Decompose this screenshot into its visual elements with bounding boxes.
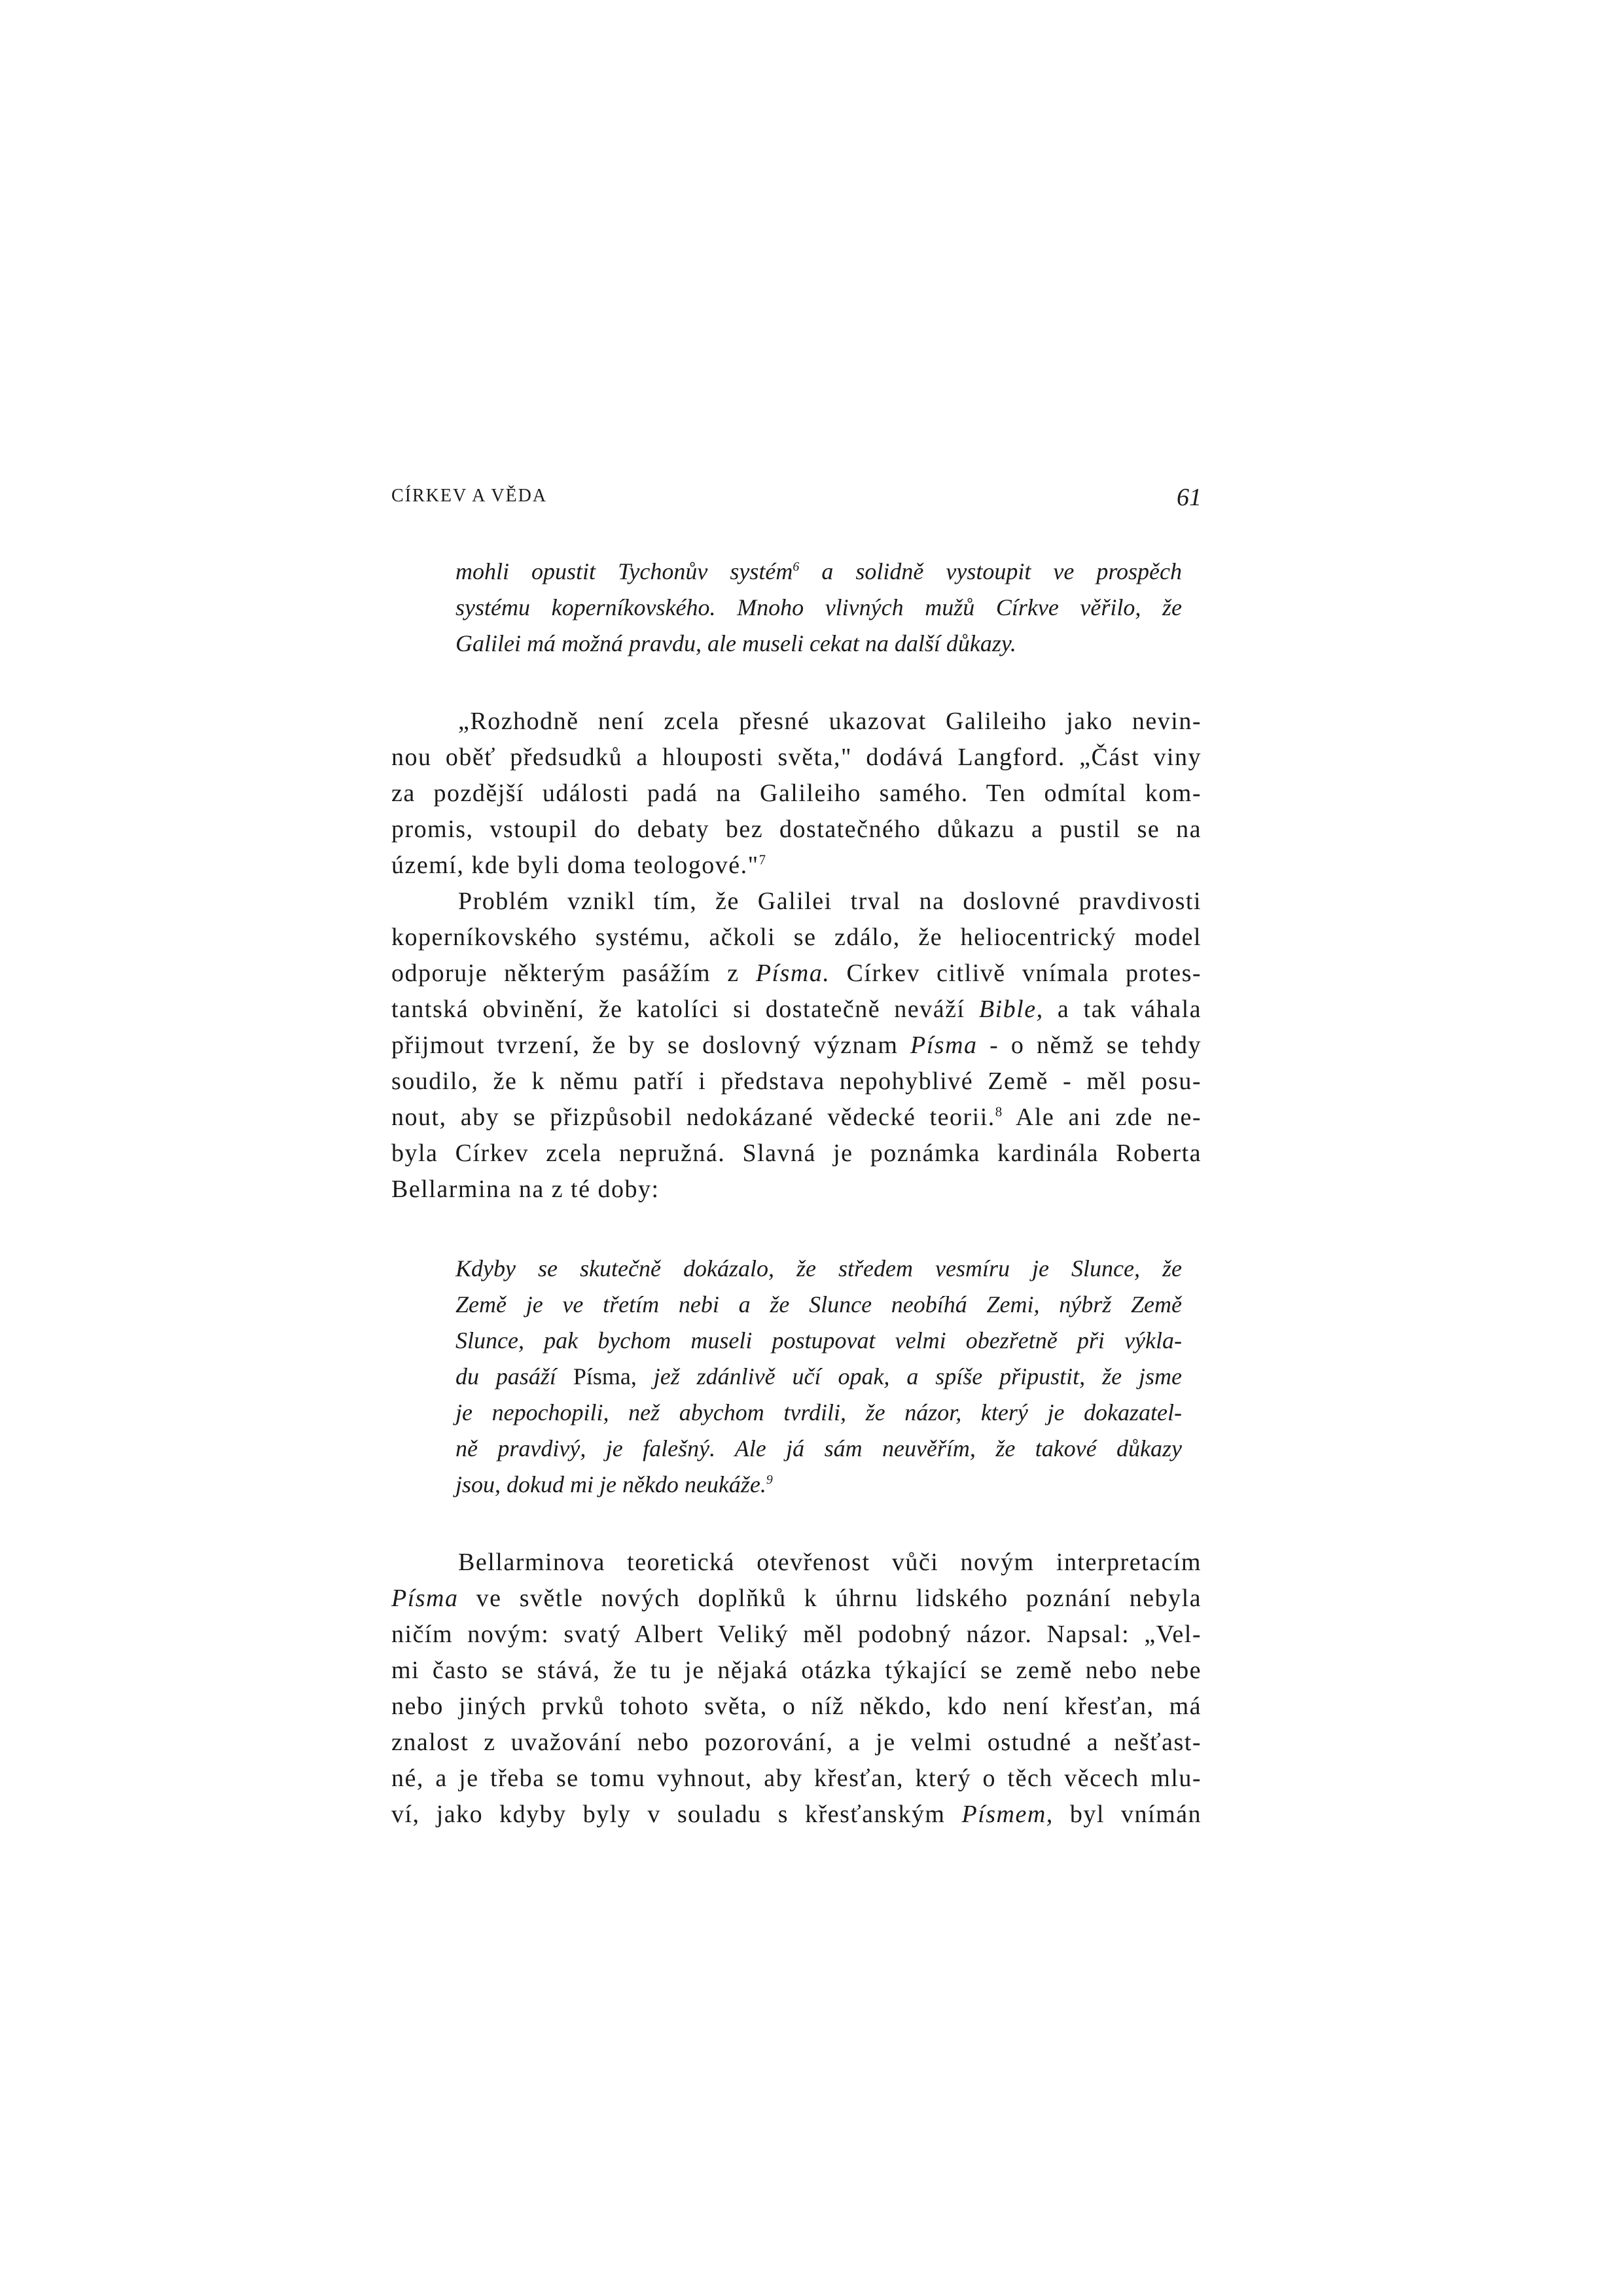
paragraph-line: znalost z uvažování nebo pozorování, a je velmi ostudné a nešťast- — [391, 1729, 1202, 1756]
page-number: 61 — [1177, 484, 1202, 511]
quote-2-line: ně pravdivý, je falešný. Ale já sám neuvěřím, že takové důkazy — [455, 1435, 1182, 1462]
quote-2-line: Kdyby se skutečně dokázalo, že středem vesmíru je Slunce, že — [455, 1255, 1182, 1282]
quote-2-line: Slunce, pak bychom museli postupovat velmi obezřetně při výkla- — [455, 1327, 1182, 1354]
footnote-ref: 7 — [758, 852, 767, 868]
paragraph-line: Bellarmina na z té doby: — [391, 1175, 660, 1203]
quote-2-line: Země je ve třetím nebi a že Slunce neobíhá Zemi, nýbrž Země — [455, 1291, 1182, 1318]
paragraph-line: přijmout tvrzení, že by se doslovný význam Písma - o němž se tehdy — [391, 1031, 1202, 1059]
quote-2-line: jsou, dokud mi je někdo neukáže.$^9$ — [455, 1471, 773, 1498]
paragraph-line: za pozdější události padá na Galileiho samého. Ten odmítal kom- — [391, 780, 1202, 807]
paragraph-line: ví, jako kdyby byly v souladu s křesťanským Písmem, byl vnímán — [391, 1801, 1202, 1828]
running-head: CÍRKEV A VĚDA — [391, 486, 548, 506]
paragraph-line: tantská obvinění, že katolíci si dostatečně neváží Bible, a tak váhala — [391, 996, 1202, 1023]
paragraph-line: odporuje některým pasážím z Písma. Církev citlivě vnímala protes- — [391, 960, 1202, 987]
paragraph-line: „Rozhodně není zcela přesné ukazovat Galileiho jako nevin- — [458, 708, 1202, 735]
paragraph-line: Bellarminova teoretická otevřenost vůči novým interpretacím — [458, 1549, 1202, 1576]
paragraph-line: Problém vznikl tím, že Galilei trval na doslovné pravdivosti — [458, 888, 1202, 915]
paragraph-line: né, a je třeba se tomu vyhnout, aby křesťan, který o těch věcech mlu- — [391, 1765, 1202, 1792]
footnote-ref: 8 — [995, 1103, 1003, 1120]
paragraph-line: Písma ve světle nových doplňků k úhrnu lidského poznání nebyla — [391, 1585, 1202, 1612]
paragraph-line: území, kde byli doma teologové."$^7$ — [391, 852, 767, 879]
page-header — [391, 483, 1202, 522]
quote-2-line: je nepochopili, než abychom tvrdili, že názor, který je dokazatel- — [455, 1399, 1182, 1426]
paragraph-line: mi často se stává, že tu je nějaká otázka týkající se země nebo nebe — [391, 1657, 1202, 1684]
quote-1-line: mohli opustit Tychonův systém$^6$ a solidně vystoupit ve prospěch — [455, 558, 1183, 584]
paragraph-line: koperníkovského systému, ačkoli se zdálo, že heliocentrický model — [391, 924, 1202, 951]
quote-1-line: Galilei má možná pravdu, ale museli cekat na další důkazy. — [455, 630, 1016, 656]
footnote-ref: 6 — [793, 560, 800, 574]
quote-1-line: systému koperníkovského. Mnoho vlivných mužů Církve věřilo, že — [455, 594, 1182, 620]
paragraph-line: byla Církev zcela nepružná. Slavná je poznámka kardinála Roberta — [391, 1139, 1202, 1167]
footnote-ref: 9 — [766, 1473, 773, 1487]
quote-2-line: du pasáží Písma, jež zdánlivě učí opak, a spíše připustit, že jsme — [455, 1363, 1182, 1390]
paragraph-line: nout, aby se přizpůsobil nedokázané vědecké teorii.$^8$ Ale ani zde ne- — [391, 1103, 1202, 1131]
paragraph-line: promis, vstoupil do debaty bez dostatečného důkazu a pustil se na — [391, 816, 1202, 843]
paragraph-line: nebo jiných prvků tohoto světa, o níž někdo, kdo není křesťan, má — [391, 1693, 1202, 1720]
paragraph-line: soudilo, že k němu patří i představa nepohyblivé Země - měl posu- — [391, 1067, 1202, 1095]
paragraph-line: nou oběť předsudků a hlouposti světa," dodává Langford. „Část viny — [391, 744, 1202, 771]
paragraph-line: ničím novým: svatý Albert Veliký měl podobný názor. Napsal: „Vel- — [391, 1621, 1202, 1648]
